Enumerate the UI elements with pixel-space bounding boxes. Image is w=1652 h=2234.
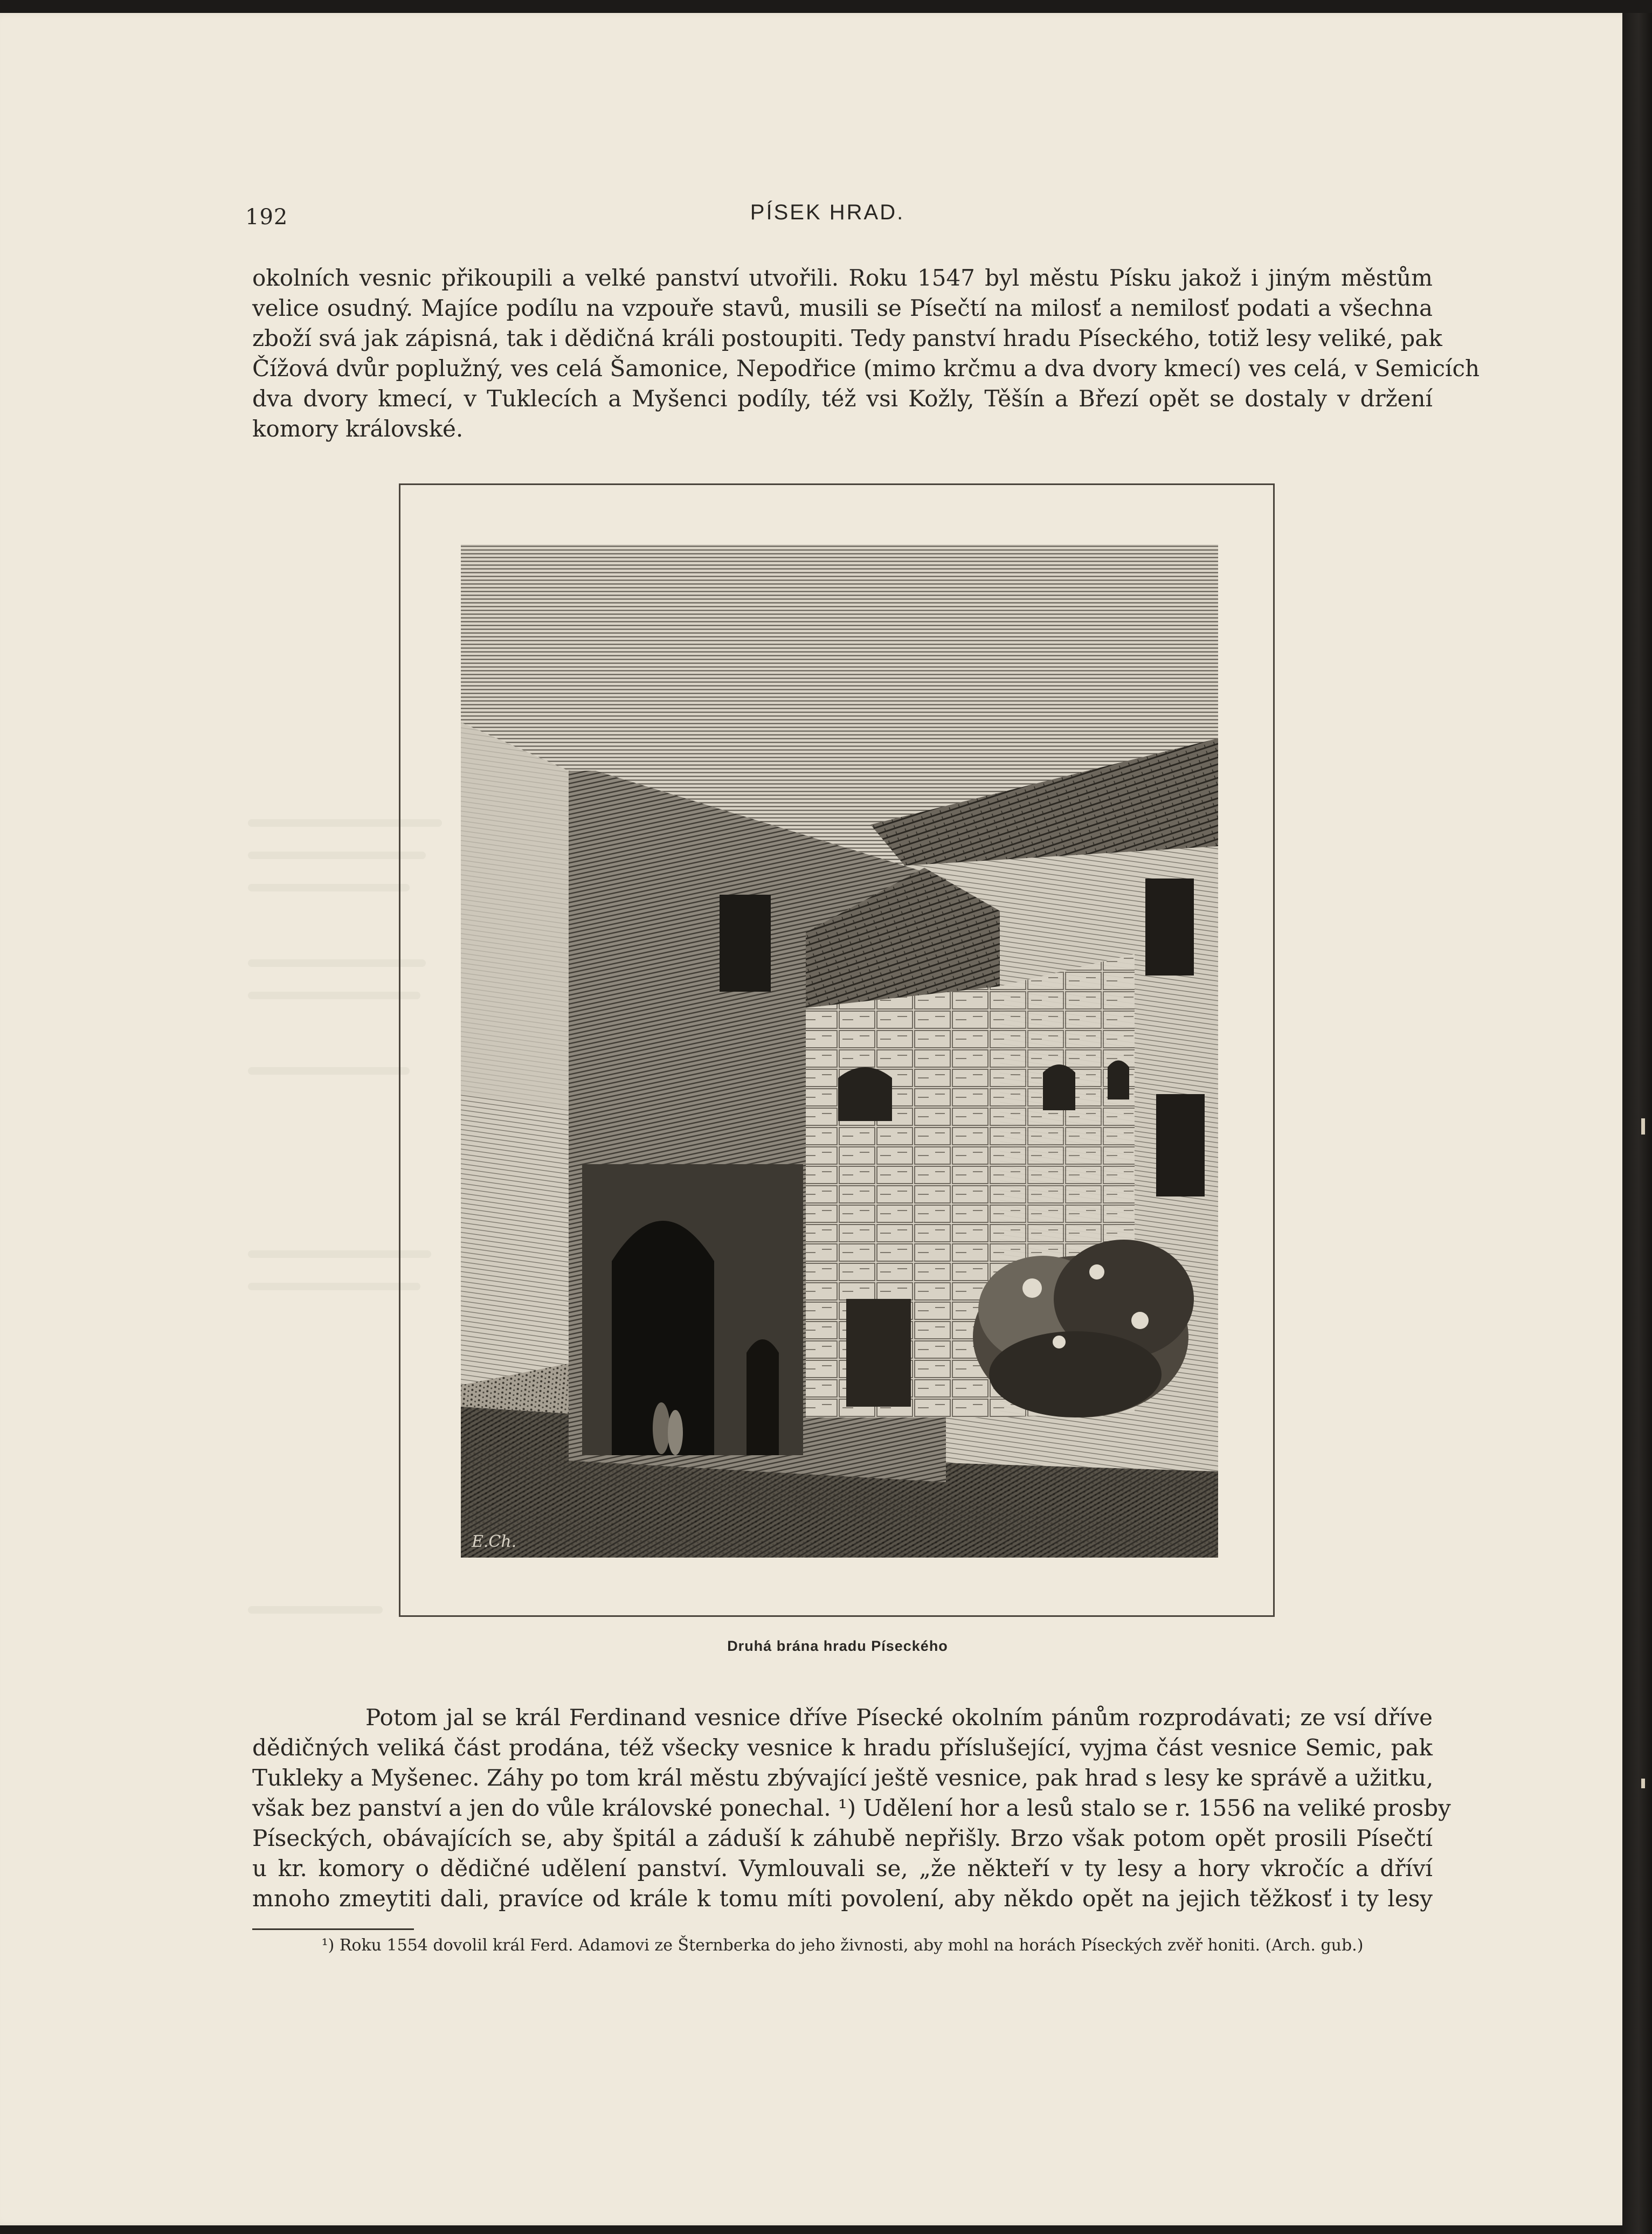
figure-person (653, 1402, 670, 1454)
bleed-through (248, 884, 410, 891)
text-line: však bez panství a jen do vůle královské ponechal. ¹) Udělení hor a lesů stalo se r. 1556 na veliké prosby (252, 1795, 1451, 1821)
barred-window (1145, 879, 1194, 976)
paragraph-bottom (252, 1703, 1451, 1914)
figure-person (668, 1410, 683, 1455)
text-line: dědičných veliká část prodána, též všecky vesnice k hradu příslušející, vyjma část vesnice Semic, pak (252, 1734, 1433, 1761)
tower-doorway (846, 1299, 911, 1407)
barred-window (1156, 1094, 1205, 1196)
text-line: Tukleky a Myšenec. Záhy po tom král městu zbývající ještě vesnice, pak hrad s lesy ke správě a užitku, (252, 1765, 1434, 1791)
bleed-through (248, 992, 420, 999)
footnote: ¹) Roku 1554 dovolil král Ferd. Adamovi ze Šternberka do jeho živnosti, aby mohl na horách Píseckých zvěř honiti. (Arch. gub.) (321, 1936, 1364, 1955)
bleed-through (248, 1067, 410, 1075)
page-number: 192 (245, 205, 288, 230)
bleed-through (248, 1283, 420, 1290)
text-line: velice osudný. Majíce podílu na vzpouře stavů, musili se Písečtí na milosť a nemilosť podati a všechna (252, 295, 1433, 321)
paragraph-top (252, 263, 1480, 444)
figure-caption: Druhá brána hradu Píseckého (727, 1638, 948, 1654)
text-line: Čížová dvůr poplužný, ves celá Šamonice, Nepodřice (mimo krčmu a dva dvory kmecí) ves celá, v Semicích (252, 355, 1480, 382)
engraver-signature: E.Ch. (472, 1532, 517, 1551)
text-line: dva dvory kmecí, v Tuklecích a Myšenci podíly, též vsi Kožly, Těšín a Březí opět se dostaly v držení (252, 385, 1433, 412)
tower-window (1043, 1064, 1075, 1110)
footnote-rule (252, 1928, 414, 1930)
left-wing-upper (461, 722, 569, 1110)
text-line: Potom jal se král Ferdinand vesnice dříve Písecké okolním pánům rozprodávati; ze vsí dříve (365, 1704, 1433, 1731)
upper-window (720, 895, 771, 992)
engraving-castle-gate (461, 544, 1218, 1558)
text-line: Píseckých, obávajících se, aby špitál a záduší k záhubě nepřišly. Brzo však potom opět prosili Písečtí (252, 1825, 1433, 1851)
edge-mark (1641, 1779, 1645, 1788)
book-spine-edge (1622, 13, 1652, 2234)
text-line: mnoho zmeytiti dali, pravíce od krále k tomu míti povolení, aby někdo opět na jejich těžkosť i ty lesy (252, 1885, 1433, 1912)
side-door (746, 1339, 779, 1455)
text-line: okolních vesnic přikoupili a velké panství utvořili. Roku 1547 byl městu Písku jakož i jiným městům (252, 265, 1433, 291)
running-title: PÍSEK HRAD. (750, 200, 905, 224)
edge-mark (1641, 1118, 1645, 1135)
tower-window (1108, 1061, 1129, 1100)
text-line: komory královské. (252, 416, 464, 442)
tower-window (838, 1067, 892, 1121)
text-line: u kr. komory o dědičné udělení panství. Vymlouvali se, „že někteří v ty lesy a hory vkročíc a dříví (252, 1855, 1433, 1882)
text-line: zboží svá jak zápisná, tak i dědičná králi postoupiti. Tedy panství hradu Píseckého, totiž lesy veliké, pak (252, 325, 1442, 351)
bleed-through (248, 1606, 383, 1614)
